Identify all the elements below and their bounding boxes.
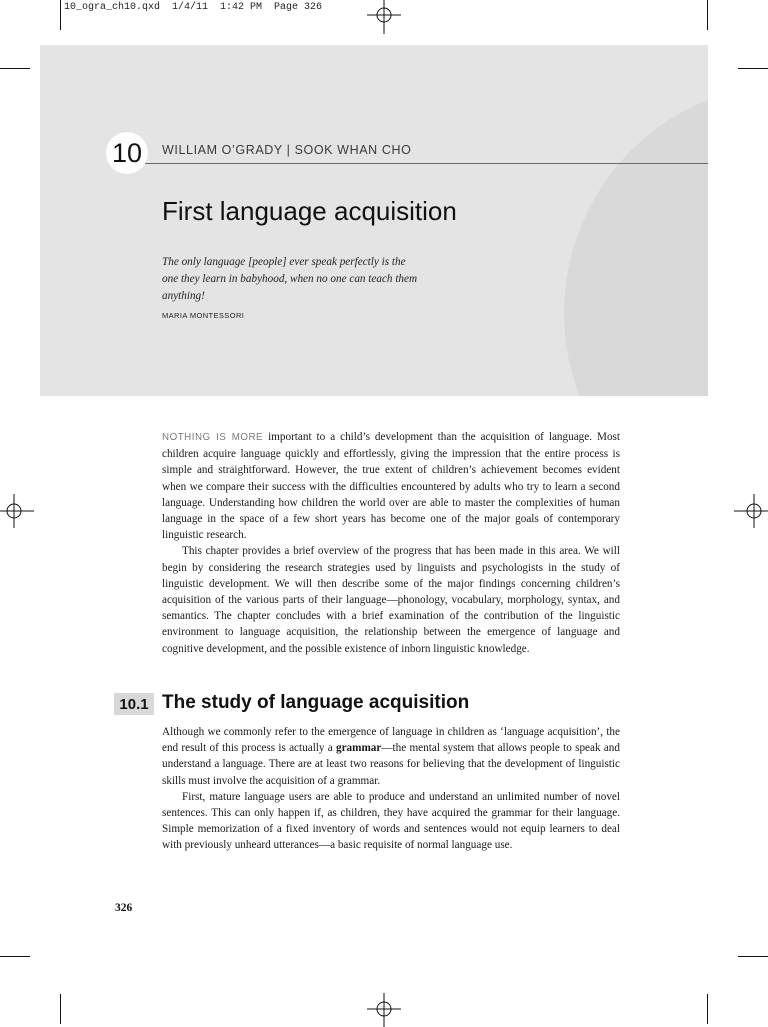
registration-mark-right	[734, 494, 768, 528]
intro-paragraph-1-text: important to a child’s development than the acquisition of language. Most children acquire language quickly and effortlessly, giving the impression that the entire process is simple and straightforward. However, the true extent of children’s achievement becomes evident when we compare their success with the difficulties encountered by adults who try to learn a second language. Understanding how children the world over are able to master the complexities of human language in the space of a few short years has become one of the major goals of contemporary linguistic research.	[162, 431, 621, 542]
crop-mark	[60, 0, 61, 30]
registration-mark-left	[0, 494, 34, 528]
epigraph-author: MARIA MONTESSORI	[162, 311, 245, 320]
registration-mark-bottom	[367, 993, 401, 1027]
chapter-title: First language acquisition	[162, 196, 457, 226]
crop-mark	[707, 0, 708, 30]
file-slug: 10_ogra_ch10.qxd 1/4/11 1:42 PM Page 326	[64, 2, 323, 13]
section-title: The study of language acquisition	[162, 692, 470, 713]
page-number: 326	[115, 902, 133, 914]
crop-mark	[707, 994, 708, 1024]
lead-in-smallcaps: NOTHING IS MORE	[162, 432, 264, 443]
section-paragraph-2: First, mature language users are able to produce and understand an unlimited number of novel sentences. This can only happen if, as children, they have acquired the grammar for their language. Simple memorization of a fixed inventory of words and sentences would not equip learners to deal with previously unheard utterances—a basic requisite of normal language use.	[162, 790, 620, 852]
header-rule	[145, 163, 708, 164]
section-paragraph-1	[162, 724, 620, 789]
chapter-authors: WILLIAM O’GRADY | SOOK WHAN CHO	[162, 143, 412, 157]
chapter-number: 10	[106, 132, 148, 174]
intro-paragraph-1	[162, 429, 620, 543]
crop-mark	[0, 68, 30, 69]
registration-mark-top	[367, 0, 401, 34]
intro-paragraph-2: This chapter provides a brief overview of the progress that has been made in this area. We will begin by considering the research strategies used by linguists and psychologists in the study of linguistic development. We will then describe some of the major findings concerning children’s acquisition of the various parts of their language—phonology, vocabulary, morphology, syntax, and semantics. The chapter concludes with a brief examination of the contribution of the linguistic environment to language acquisition, the relationship between the emergence of language and cognitive development, and the possible existence of inborn linguistic knowledge.	[162, 545, 620, 655]
intro-text	[162, 429, 620, 657]
epigraph-quote: The only language [people] ever speak perfectly is the one they learn in babyhood, when no one can teach them anything!	[162, 256, 418, 302]
crop-mark	[738, 956, 768, 957]
section-text	[162, 724, 620, 854]
term-grammar: grammar	[336, 742, 382, 755]
section-paragraph-1-text-b: —the mental system that allows people to speak and understand a language. There are at least two reasons for believing that the development of linguistic skills must involve the acquisition of a grammar.	[162, 742, 620, 787]
decorative-arc	[564, 83, 708, 396]
crop-mark	[0, 956, 30, 957]
crop-mark	[60, 994, 61, 1024]
crop-mark	[738, 68, 768, 69]
section-paragraph-1-text-a: Although we commonly refer to the emergence of language in children as ‘language acquisition’, the end result of this process is actually a	[162, 726, 620, 755]
section-number: 10.1	[114, 693, 154, 715]
